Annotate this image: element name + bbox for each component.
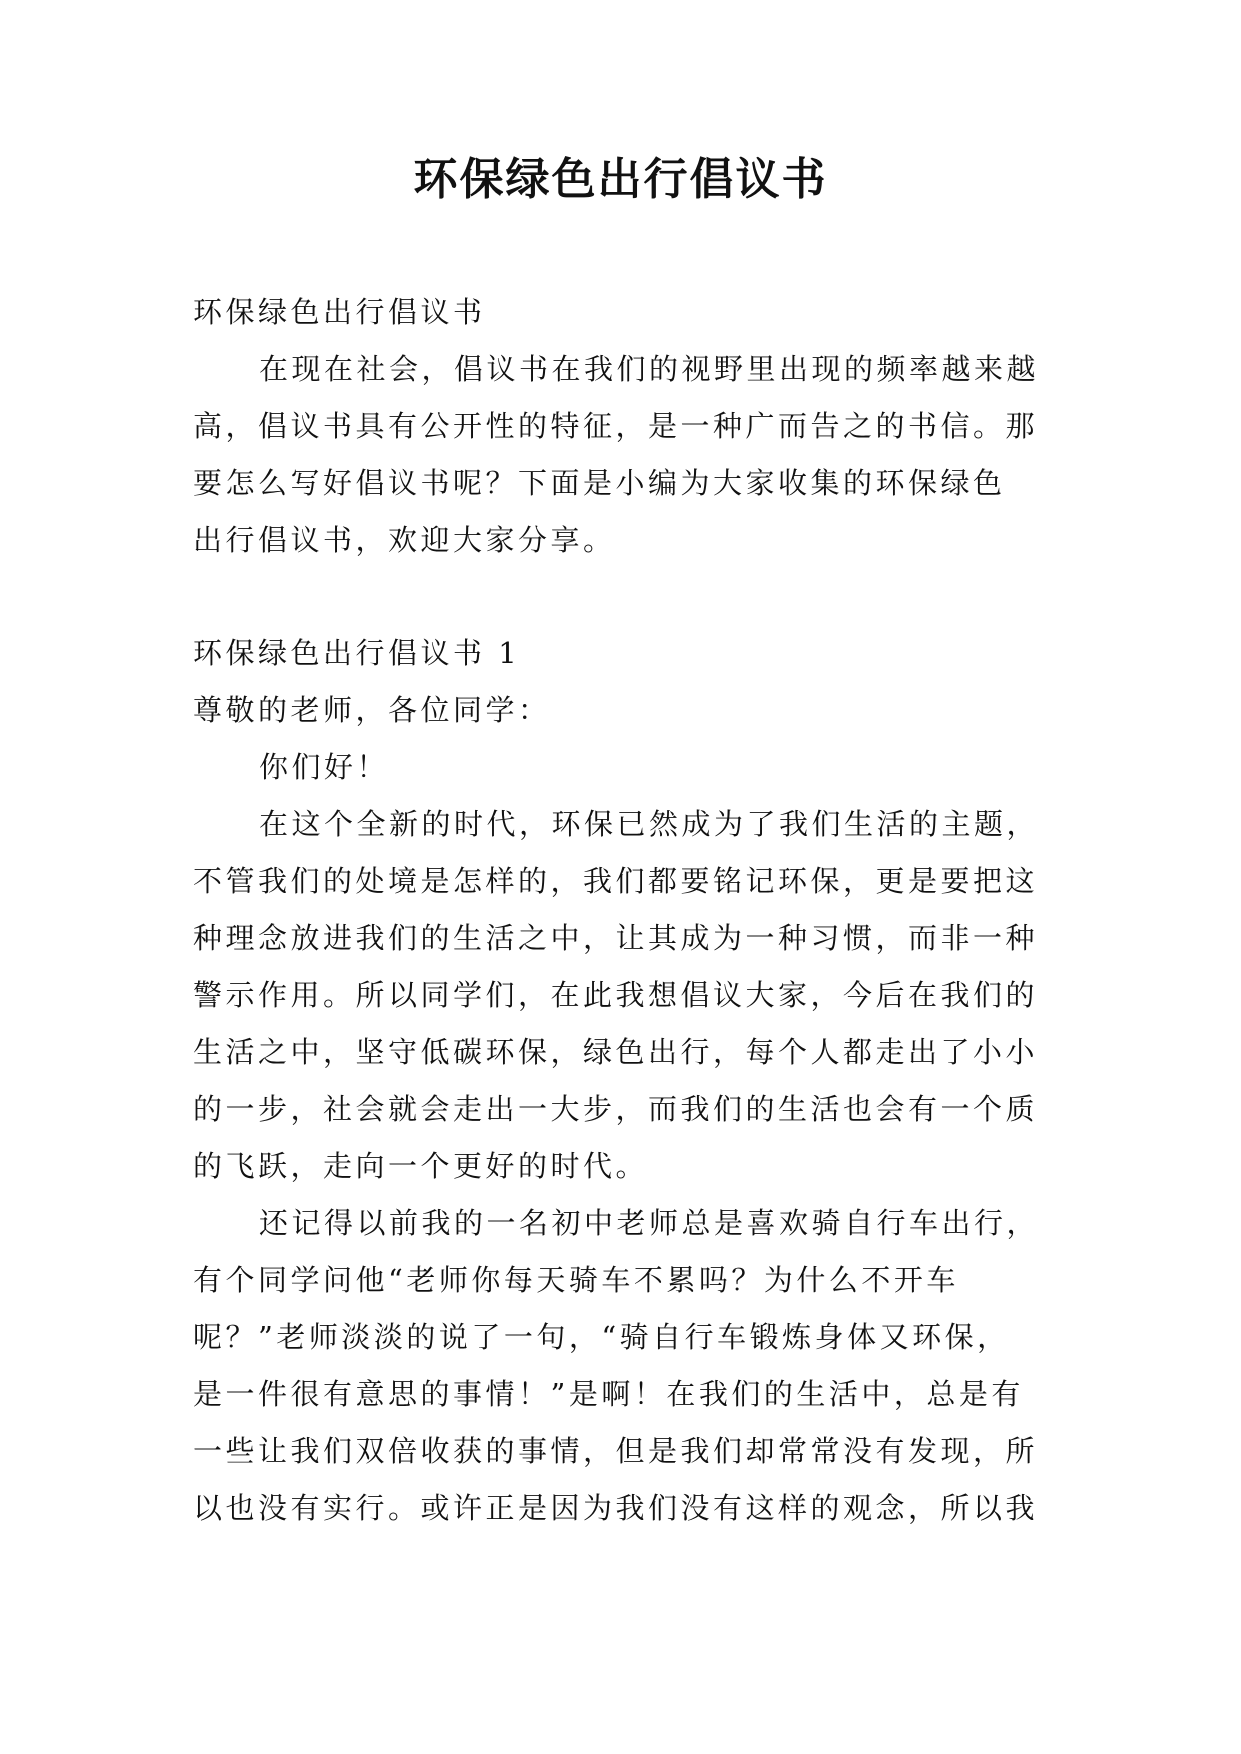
paragraph1-line: 不管我们的处境是怎样的，我们都要铭记环保，更是要把这 <box>193 864 1039 898</box>
salutation: 尊敬的老师，各位同学： <box>193 693 551 727</box>
intro-line: 高，倡议书具有公开性的特征，是一种广而告之的书信。那 <box>193 409 1039 443</box>
paragraph1-line: 的飞跃，走向一个更好的时代。 <box>193 1149 649 1183</box>
paragraph2-line: 是一件很有意思的事情！”是啊！在我们的生活中，总是有 <box>193 1377 1024 1411</box>
greeting: 你们好！ <box>259 750 390 784</box>
paragraph1-line: 在这个全新的时代，环保已然成为了我们生活的主题， <box>259 807 1040 841</box>
paragraph2-line: 一些让我们双倍收获的事情，但是我们却常常没有发现，所 <box>193 1434 1039 1468</box>
document-body <box>193 284 1055 1537</box>
paragraph1-line: 种理念放进我们的生活之中，让其成为一种习惯，而非一种 <box>193 921 1039 955</box>
intro-line: 在现在社会，倡议书在我们的视野里出现的频率越来越 <box>259 352 1040 386</box>
subtitle: 环保绿色出行倡议书 <box>193 295 486 329</box>
intro-line: 出行倡议书，欢迎大家分享。 <box>193 523 616 557</box>
paragraph-gap <box>193 569 1055 625</box>
paragraph1-line: 生活之中，坚守低碳环保，绿色出行，每个人都走出了小小 <box>193 1035 1039 1069</box>
document-title: 环保绿色出行倡议书 <box>413 154 828 205</box>
paragraph1-line: 的一步，社会就会走出一大步，而我们的生活也会有一个质 <box>193 1092 1039 1126</box>
section-heading: 环保绿色出行倡议书 1 <box>193 636 521 670</box>
intro-line: 要怎么写好倡议书呢？下面是小编为大家收集的环保绿色 <box>193 466 1006 500</box>
paragraph2-line: 呢？”老师淡淡的说了一句，“骑自行车锻炼身体又环保， <box>193 1320 1010 1354</box>
paragraph2-line: 有个同学问他“老师你每天骑车不累吗？为什么不开车 <box>193 1263 959 1297</box>
paragraph2-line: 以也没有实行。或许正是因为我们没有这样的观念，所以我 <box>193 1491 1039 1525</box>
paragraph2-line: 还记得以前我的一名初中老师总是喜欢骑自行车出行， <box>259 1206 1040 1240</box>
paragraph1-line: 警示作用。所以同学们，在此我想倡议大家，今后在我们的 <box>193 978 1039 1012</box>
